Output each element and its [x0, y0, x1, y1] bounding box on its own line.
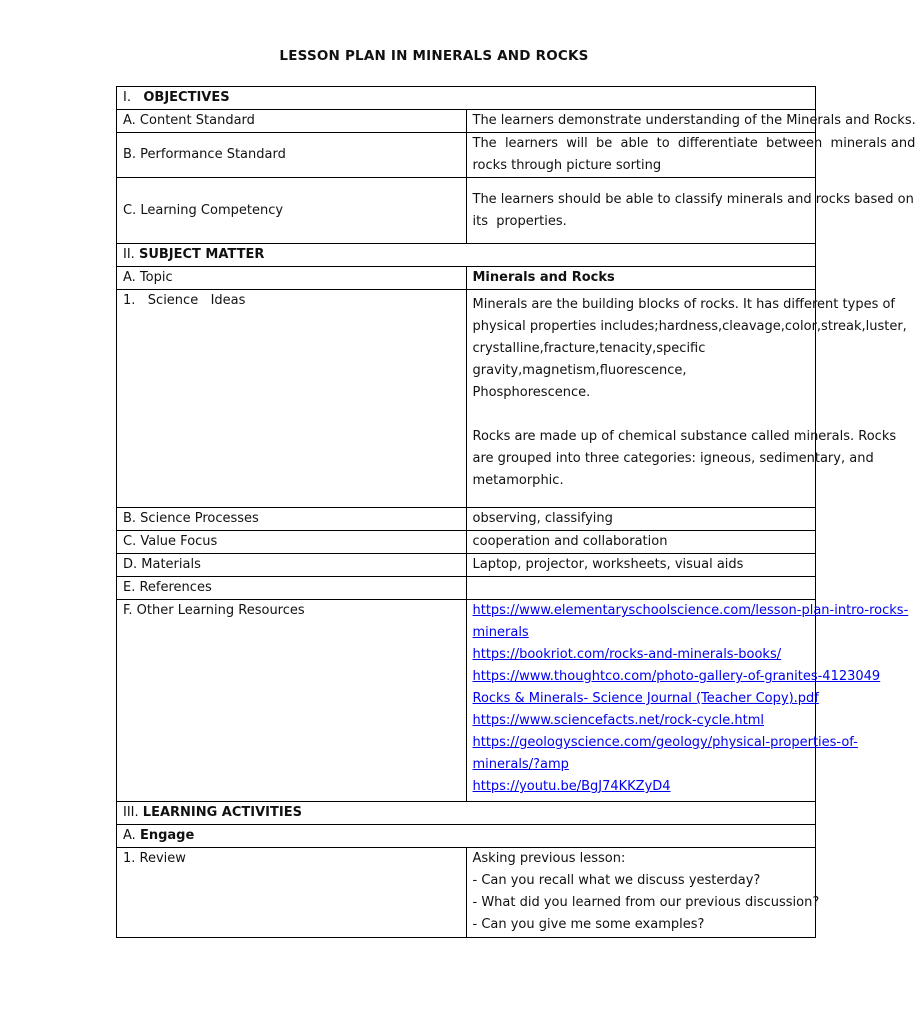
resource-link[interactable]: https://geologyscience.com/geology/physical-properties-of-: [472, 735, 858, 750]
row-label: 1. Science Ideas: [117, 290, 467, 508]
section-numeral: I.: [123, 90, 131, 105]
row-label: 1. Review: [117, 848, 467, 938]
subsection-heading: Engage: [139, 828, 195, 843]
subsection-engage: [117, 825, 816, 848]
content-standard-value: The learners demonstrate understanding of the Minerals and Rocks.: [466, 110, 816, 133]
row-label: F. Other Learning Resources: [117, 600, 467, 802]
section-numeral: II.: [123, 247, 135, 262]
learning-competency-value: The learners should be able to classify minerals and rocks based on its properties.: [466, 178, 816, 244]
section-heading: SUBJECT MATTER: [138, 247, 265, 262]
row-label: C. Learning Competency: [117, 178, 467, 244]
resource-link[interactable]: Rocks & Minerals- Science Journal (Teacher Copy).pdf: [472, 691, 819, 706]
resource-link[interactable]: https://www.sciencefacts.net/rock-cycle.html: [472, 713, 764, 728]
performance-standard-value: The learners will be able to differentiate between minerals and rocks through picture sorting: [466, 133, 816, 178]
row-label: A. Content Standard: [117, 110, 467, 133]
review-value: Asking previous lesson: - Can you recall what we discuss yesterday? - What did you learned from our previous discussion? - Can you give me some examples?: [466, 848, 816, 938]
resource-link[interactable]: minerals: [472, 625, 529, 640]
resource-link[interactable]: https://bookriot.com/rocks-and-minerals-books/: [472, 647, 782, 662]
section-heading: LEARNING ACTIVITIES: [142, 805, 302, 820]
section-objectives: [117, 87, 816, 110]
value-focus-value: cooperation and collaboration: [466, 531, 816, 554]
science-ideas-value: Minerals are the building blocks of rocks. It has different types of physical properties includes;hardness,cleavage,color,streak,luster, crystalline,fracture,tenacity,specific gravity,magnetism,fluorescence, Phosphorescence. Rocks are made up of chemical substance called minerals. Rocks are grouped into three categories: igneous, sedimentary, and metamorphic.: [466, 290, 816, 508]
other-resources-links: [466, 600, 909, 802]
references-value: [466, 577, 816, 600]
science-processes-value: observing, classifying: [466, 508, 816, 531]
section-numeral: III.: [123, 805, 139, 820]
resource-link[interactable]: minerals/?amp: [472, 757, 569, 772]
row-label: B. Performance Standard: [117, 133, 467, 178]
row-label: C. Value Focus: [117, 531, 467, 554]
row-label: B. Science Processes: [117, 508, 467, 531]
page-title: LESSON PLAN IN MINERALS AND ROCKS: [279, 48, 589, 64]
resource-link[interactable]: https://youtu.be/BgJ74KKZyD4: [472, 779, 671, 794]
section-heading: OBJECTIVES: [143, 90, 230, 105]
materials-value: Laptop, projector, worksheets, visual aids: [466, 554, 816, 577]
row-label: D. Materials: [117, 554, 467, 577]
resource-link[interactable]: https://www.elementaryschoolscience.com/lesson-plan-intro-rocks-: [472, 603, 909, 618]
section-learning-activities: [117, 802, 816, 825]
subsection-letter: A.: [123, 828, 136, 843]
section-subject-matter: [117, 244, 816, 267]
topic-value: Minerals and Rocks: [466, 267, 816, 290]
row-label: A. Topic: [117, 267, 467, 290]
row-label: E. References: [117, 577, 467, 600]
lesson-plan-table: [116, 86, 916, 938]
resource-link[interactable]: https://www.thoughtco.com/photo-gallery-of-granites-4123049: [472, 669, 881, 684]
